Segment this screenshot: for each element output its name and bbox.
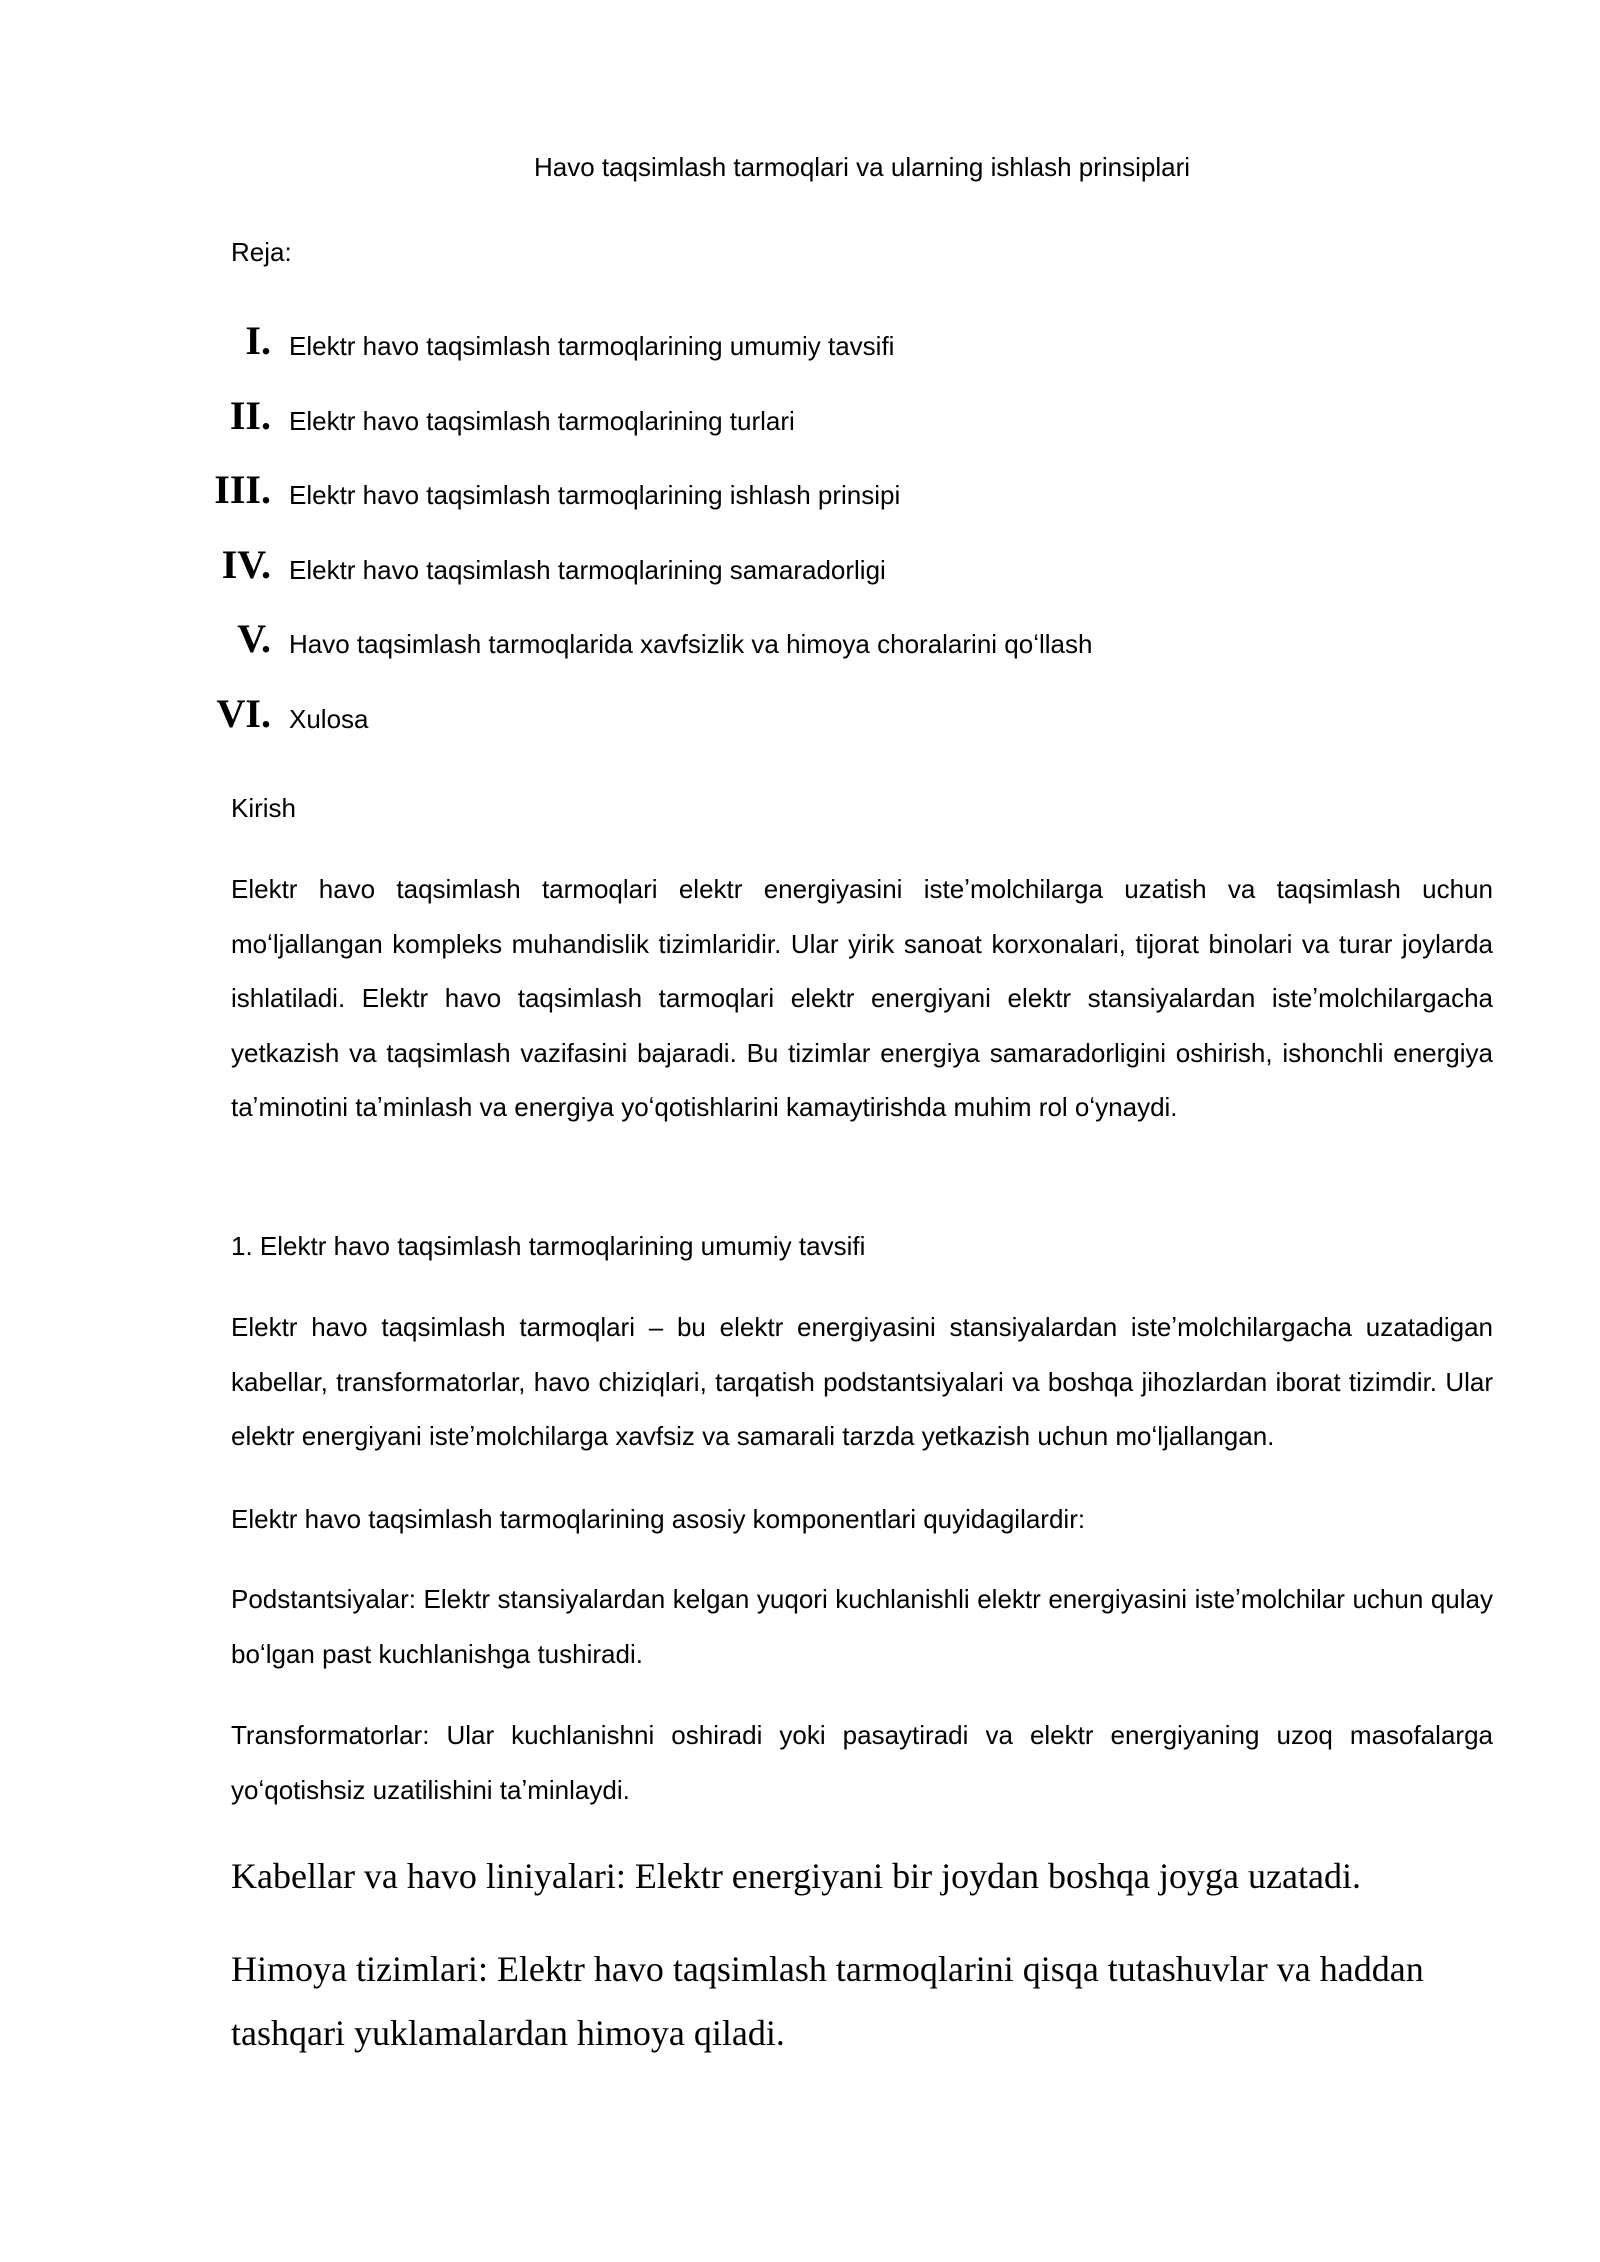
plan-item-number: III. [214,467,271,512]
intro-heading: Kirish [231,793,297,823]
plan-item [171,318,1493,393]
plan-item-number: V. [237,616,271,661]
plan-item-text: Havo taqsimlash tarmoqlarida xavfsizlik va himoya choralarini qoʻllash [289,629,1093,659]
plan-item [171,393,1493,468]
plan-item-number: VI. [216,690,271,736]
plan-item-number: IV. [221,541,271,587]
plan-list [171,318,1493,765]
plan-item-number: II. [229,392,271,438]
document-title: Havo taqsimlash tarmoqlari va ularning ishlash prinsiplari [533,152,1191,182]
intro-paragraph: Elektr havo taqsimlash tarmoqlari elektr energiyasini isteʼmolchilarga uzatish va taqsimlash uchun moʻljallangan kompleks muhandislik tizimlaridir. Ular yirik sanoat korxonalari, tijorat binolari va turar joylarda ishlatiladi. Elektr havo taqsimlash tarmoqlari elektr energiyani elektr stansiyalardan isteʼmolchilargacha yetkazish va taqsimlash vazifasini bajaradi. Bu tizimlar energiya samaradorligini oshirish, ishonchli energiya taʼminotini taʼminlash va energiya yoʻqotishlarini kamaytirishda muhim rol oʻynaydi. [231,874,1493,1122]
plan-item [171,691,1493,766]
components-intro: Elektr havo taqsimlash tarmoqlarining asosiy komponentlari quyidagilardir: [231,1504,1086,1534]
plan-item-text: Elektr havo taqsimlash tarmoqlarining turlari [289,405,795,436]
section1-paragraph: Elektr havo taqsimlash tarmoqlari – bu elektr energiyasini stansiyalardan isteʼmolchilargacha uzatadigan kabellar, transformatorlar, havo chiziqlari, tarqatish podstantsiyalari va boshqa jihozlardan iborat tizimdir. Ular elektr energiyani isteʼmolchilarga xavfsiz va samarali tarzda yetkazish uchun moʻljallangan. [231,1312,1493,1451]
plan-item-text: Elektr havo taqsimlash tarmoqlarining ishlash prinsipi [289,480,901,510]
plan-item [171,467,1493,542]
plan-item-text: Elektr havo taqsimlash tarmoqlarining umumiy tavsifi [289,331,895,361]
plan-item [171,616,1493,691]
component-cables: Kabellar va havo liniyalari: Elektr energiyani bir joydan boshqa joyga uzatadi. [231,1856,1361,1896]
component-substations: Podstantsiyalar: Elektr stansiyalardan kelgan yuqori kuchlanishli elektr energiyasini isteʼmolchilar uchun qulay boʻlgan past kuchlanishga tushiradi. [231,1584,1493,1669]
plan-item-number: I. [245,318,271,363]
section1-heading: 1. Elektr havo taqsimlash tarmoqlarining umumiy tavsifi [231,1231,866,1261]
component-transformers: Transformatorlar: Ular kuchlanishni oshiradi yoki pasaytiradi va elektr energiyaning uzoq masofalarga yoʻqotishsiz uzatilishini taʼminlaydi. [231,1720,1493,1805]
plan-item-text: Xulosa [289,703,369,734]
plan-item-text: Elektr havo taqsimlash tarmoqlarining samaradorligi [289,554,886,585]
plan-heading: Reja: [231,237,292,267]
plan-item [171,542,1493,617]
component-protection: Himoya tizimlari: Elektr havo taqsimlash tarmoqlarini qisqa tutashuvlar va haddan tashqari yuklamalardan himoya qiladi. [231,1949,1424,2053]
